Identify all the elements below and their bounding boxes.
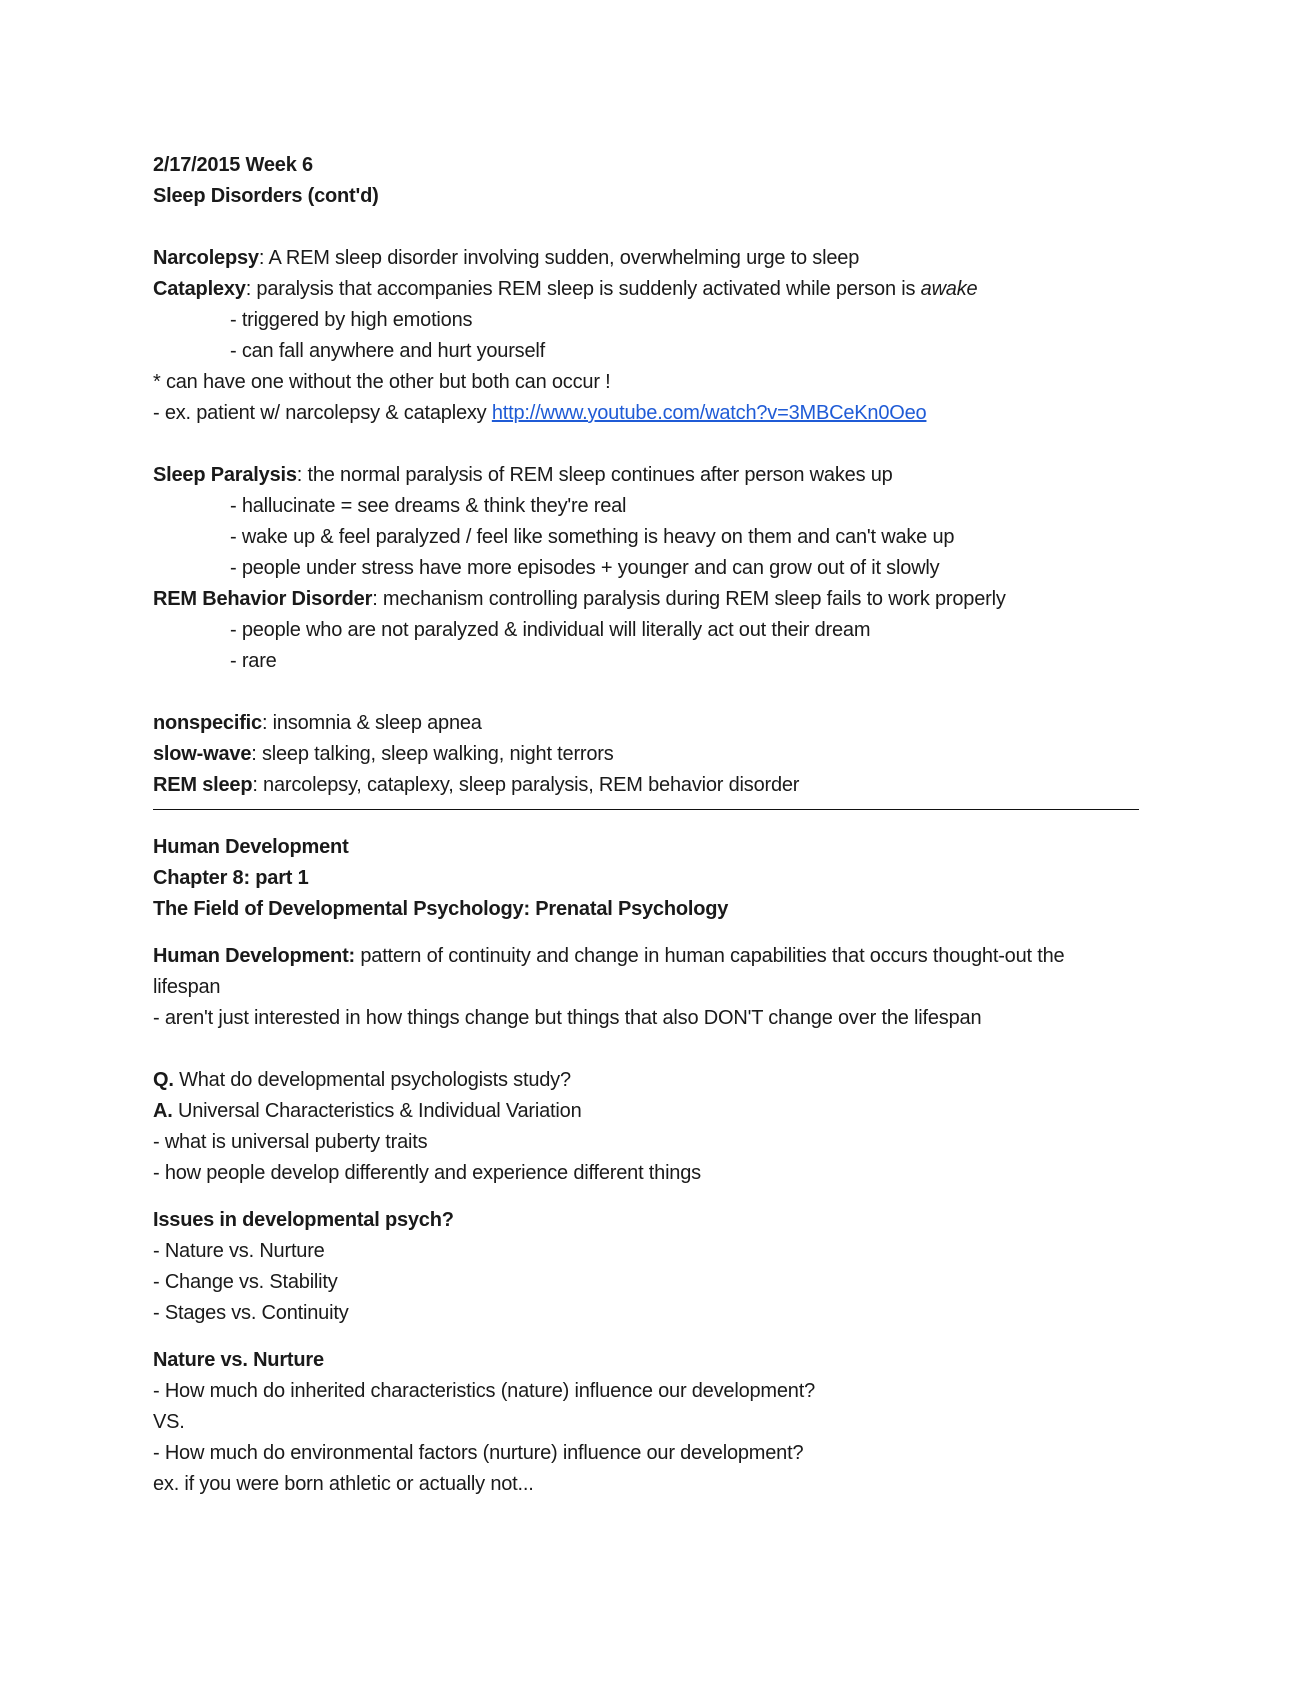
answer-label: A. xyxy=(153,1100,173,1122)
emphasis-text: awake xyxy=(920,278,978,300)
topic-heading: Sleep Disorders (cont'd) xyxy=(153,185,379,207)
question-line xyxy=(153,1065,1153,1096)
section-title: Human Development xyxy=(153,836,349,858)
term: Human Development: xyxy=(153,945,355,967)
human-development-note: - aren't just interested in how things change but things that also DON'T change over the lifespan xyxy=(153,1007,982,1029)
issues-item: - Nature vs. Nurture xyxy=(153,1240,325,1262)
cataplexy-bullet: - can fall anywhere and hurt yourself xyxy=(230,340,545,362)
definition-text: pattern of continuity and change in human capabilities that occurs thought-out the lifespan xyxy=(153,945,1065,998)
note-line: * can have one without the other but both can occur ! xyxy=(153,371,611,393)
answer-text: Universal Characteristics & Individual Variation xyxy=(172,1100,582,1122)
term: REM sleep xyxy=(153,774,253,796)
answer-bullet: - how people develop differently and experience different things xyxy=(153,1162,701,1184)
category-slow-wave xyxy=(153,739,1153,770)
youtube-link[interactable]: http://www.youtube.com/watch?v=3MBCeKn0Oeo xyxy=(491,402,927,424)
definition-text: : mechanism controlling paralysis during REM sleep fails to work properly xyxy=(372,588,1006,610)
definition-text: : paralysis that accompanies REM sleep is suddenly activated while person is xyxy=(245,278,921,300)
nature-nurture-heading: Nature vs. Nurture xyxy=(153,1349,324,1371)
cataplexy-definition xyxy=(153,274,1153,305)
category-text: : sleep talking, sleep walking, night terrors xyxy=(251,743,614,765)
example-line xyxy=(153,398,1153,429)
section-subtitle: The Field of Developmental Psychology: Prenatal Psychology xyxy=(153,898,729,920)
rem-behavior-definition xyxy=(153,584,1153,615)
nature-nurture-example: ex. if you were born athletic or actually not... xyxy=(153,1473,534,1495)
category-text: : insomnia & sleep apnea xyxy=(261,712,482,734)
sleep-paralysis-definition xyxy=(153,460,1153,491)
category-text: : narcolepsy, cataplexy, sleep paralysis, REM behavior disorder xyxy=(252,774,800,796)
vs-line: VS. xyxy=(153,1411,185,1433)
answer-line xyxy=(153,1096,1153,1127)
answer-bullet: - what is universal puberty traits xyxy=(153,1131,428,1153)
definition-text: : the normal paralysis of REM sleep continues after person wakes up xyxy=(296,464,893,486)
rem-behavior-bullet: - rare xyxy=(230,650,277,672)
human-development-definition xyxy=(153,941,1073,1003)
term: slow-wave xyxy=(153,743,252,765)
sleep-paralysis-bullet: - people under stress have more episodes + younger and can grow out of it slowly xyxy=(230,557,940,579)
category-nonspecific xyxy=(153,708,1153,739)
category-rem-sleep xyxy=(153,770,1153,801)
horizontal-divider xyxy=(153,809,1139,810)
example-text: - ex. patient w/ narcolepsy & cataplexy xyxy=(153,402,492,424)
question-text: What do developmental psychologists study? xyxy=(173,1069,571,1091)
nature-line: - How much do inherited characteristics (nature) influence our development? xyxy=(153,1380,816,1402)
issues-heading: Issues in developmental psych? xyxy=(153,1209,454,1231)
cataplexy-bullet: - triggered by high emotions xyxy=(230,309,473,331)
term: Narcolepsy xyxy=(153,247,259,269)
term: nonspecific xyxy=(153,712,262,734)
sleep-paralysis-bullet: - hallucinate = see dreams & think they're real xyxy=(230,495,627,517)
term: REM Behavior Disorder xyxy=(153,588,373,610)
rem-behavior-bullet: - people who are not paralyzed & individual will literally act out their dream xyxy=(230,619,871,641)
term: Cataplexy xyxy=(153,278,246,300)
nurture-line: - How much do environmental factors (nurture) influence our development? xyxy=(153,1442,804,1464)
issues-item: - Stages vs. Continuity xyxy=(153,1302,349,1324)
issues-item: - Change vs. Stability xyxy=(153,1271,338,1293)
date-week-heading: 2/17/2015 Week 6 xyxy=(153,154,313,176)
narcolepsy-definition xyxy=(153,243,1153,274)
question-label: Q. xyxy=(153,1069,174,1091)
term: Sleep Paralysis xyxy=(153,464,297,486)
sleep-paralysis-bullet: - wake up & feel paralyzed / feel like something is heavy on them and can't wake up xyxy=(230,526,955,548)
definition-text: : A REM sleep disorder involving sudden, overwhelming urge to sleep xyxy=(258,247,860,269)
notes-content xyxy=(153,150,1153,1500)
chapter-heading: Chapter 8: part 1 xyxy=(153,867,309,889)
